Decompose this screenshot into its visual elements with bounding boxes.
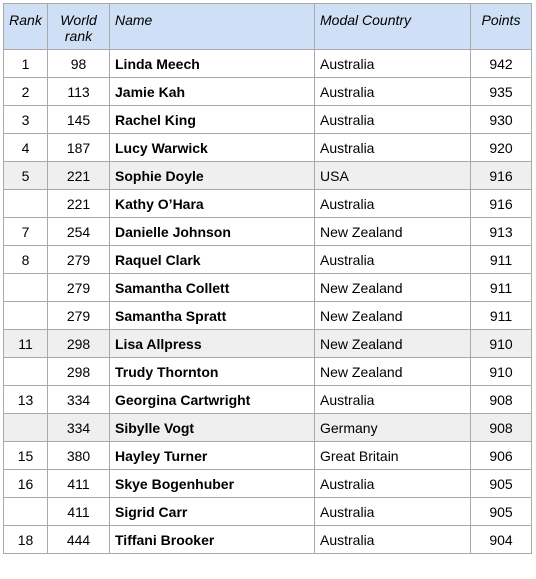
cell-world-rank: 444 xyxy=(48,526,110,554)
header-points: Points xyxy=(471,4,532,50)
table-row xyxy=(4,78,532,106)
cell-name: Lisa Allpress xyxy=(110,330,315,358)
cell-modal-country: Australia xyxy=(315,134,471,162)
cell-modal-country: Australia xyxy=(315,246,471,274)
cell-world-rank: 98 xyxy=(48,50,110,78)
cell-points: 910 xyxy=(471,358,532,386)
cell-rank: 5 xyxy=(4,162,48,190)
table-header xyxy=(4,4,532,50)
table-row xyxy=(4,50,532,78)
cell-world-rank: 279 xyxy=(48,274,110,302)
cell-points: 905 xyxy=(471,470,532,498)
cell-points: 908 xyxy=(471,414,532,442)
cell-modal-country: Australia xyxy=(315,470,471,498)
cell-points: 911 xyxy=(471,302,532,330)
rankings-table xyxy=(3,3,532,554)
cell-modal-country: USA xyxy=(315,162,471,190)
cell-points: 906 xyxy=(471,442,532,470)
cell-rank: 4 xyxy=(4,134,48,162)
table-row xyxy=(4,330,532,358)
cell-world-rank: 279 xyxy=(48,302,110,330)
header-world-rank: World rank xyxy=(48,4,110,50)
cell-modal-country: Australia xyxy=(315,190,471,218)
cell-world-rank: 254 xyxy=(48,218,110,246)
cell-name: Georgina Cartwright xyxy=(110,386,315,414)
cell-points: 916 xyxy=(471,190,532,218)
table-row xyxy=(4,106,532,134)
cell-points: 908 xyxy=(471,386,532,414)
cell-points: 942 xyxy=(471,50,532,78)
cell-rank: 8 xyxy=(4,246,48,274)
cell-world-rank: 334 xyxy=(48,386,110,414)
cell-world-rank: 411 xyxy=(48,470,110,498)
cell-points: 916 xyxy=(471,162,532,190)
cell-rank: 3 xyxy=(4,106,48,134)
cell-world-rank: 298 xyxy=(48,330,110,358)
table-row xyxy=(4,470,532,498)
cell-points: 920 xyxy=(471,134,532,162)
cell-name: Sophie Doyle xyxy=(110,162,315,190)
cell-world-rank: 145 xyxy=(48,106,110,134)
cell-modal-country: Australia xyxy=(315,498,471,526)
header-name: Name xyxy=(110,4,315,50)
cell-rank: 1 xyxy=(4,50,48,78)
cell-rank xyxy=(4,190,48,218)
cell-world-rank: 380 xyxy=(48,442,110,470)
header-modal-country: Modal Country xyxy=(315,4,471,50)
cell-modal-country: Australia xyxy=(315,526,471,554)
cell-modal-country: Australia xyxy=(315,106,471,134)
cell-points: 905 xyxy=(471,498,532,526)
cell-name: Danielle Johnson xyxy=(110,218,315,246)
cell-rank xyxy=(4,358,48,386)
cell-points: 904 xyxy=(471,526,532,554)
table-row xyxy=(4,498,532,526)
cell-name: Sigrid Carr xyxy=(110,498,315,526)
cell-world-rank: 221 xyxy=(48,190,110,218)
table-row xyxy=(4,442,532,470)
cell-name: Trudy Thornton xyxy=(110,358,315,386)
table-row xyxy=(4,162,532,190)
table-row xyxy=(4,358,532,386)
cell-points: 911 xyxy=(471,246,532,274)
cell-name: Sibylle Vogt xyxy=(110,414,315,442)
cell-world-rank: 113 xyxy=(48,78,110,106)
cell-points: 910 xyxy=(471,330,532,358)
cell-rank: 18 xyxy=(4,526,48,554)
cell-name: Tiffani Brooker xyxy=(110,526,315,554)
table-row xyxy=(4,302,532,330)
cell-modal-country: Australia xyxy=(315,50,471,78)
table-row xyxy=(4,218,532,246)
cell-world-rank: 334 xyxy=(48,414,110,442)
table-row xyxy=(4,386,532,414)
cell-rank: 16 xyxy=(4,470,48,498)
table-row xyxy=(4,190,532,218)
cell-name: Skye Bogenhuber xyxy=(110,470,315,498)
cell-rank: 11 xyxy=(4,330,48,358)
table-body xyxy=(4,50,532,554)
cell-points: 930 xyxy=(471,106,532,134)
cell-name: Lucy Warwick xyxy=(110,134,315,162)
cell-modal-country: New Zealand xyxy=(315,330,471,358)
cell-name: Raquel Clark xyxy=(110,246,315,274)
cell-world-rank: 221 xyxy=(48,162,110,190)
cell-rank xyxy=(4,498,48,526)
cell-name: Rachel King xyxy=(110,106,315,134)
cell-world-rank: 279 xyxy=(48,246,110,274)
cell-name: Linda Meech xyxy=(110,50,315,78)
table-row xyxy=(4,414,532,442)
cell-world-rank: 298 xyxy=(48,358,110,386)
table-row xyxy=(4,274,532,302)
cell-name: Samantha Spratt xyxy=(110,302,315,330)
cell-world-rank: 411 xyxy=(48,498,110,526)
header-rank: Rank xyxy=(4,4,48,50)
cell-name: Kathy O’Hara xyxy=(110,190,315,218)
cell-points: 911 xyxy=(471,274,532,302)
header-row xyxy=(4,4,532,50)
cell-modal-country: New Zealand xyxy=(315,218,471,246)
cell-rank xyxy=(4,274,48,302)
cell-rank: 7 xyxy=(4,218,48,246)
cell-name: Jamie Kah xyxy=(110,78,315,106)
cell-rank: 13 xyxy=(4,386,48,414)
cell-modal-country: Germany xyxy=(315,414,471,442)
cell-name: Hayley Turner xyxy=(110,442,315,470)
cell-modal-country: Australia xyxy=(315,78,471,106)
cell-rank xyxy=(4,302,48,330)
cell-points: 913 xyxy=(471,218,532,246)
cell-name: Samantha Collett xyxy=(110,274,315,302)
table-row xyxy=(4,134,532,162)
cell-rank xyxy=(4,414,48,442)
cell-modal-country: Australia xyxy=(315,386,471,414)
cell-modal-country: Great Britain xyxy=(315,442,471,470)
table-row xyxy=(4,246,532,274)
cell-points: 935 xyxy=(471,78,532,106)
cell-rank: 2 xyxy=(4,78,48,106)
cell-modal-country: New Zealand xyxy=(315,302,471,330)
table-row xyxy=(4,526,532,554)
cell-rank: 15 xyxy=(4,442,48,470)
cell-modal-country: New Zealand xyxy=(315,274,471,302)
cell-world-rank: 187 xyxy=(48,134,110,162)
cell-modal-country: New Zealand xyxy=(315,358,471,386)
